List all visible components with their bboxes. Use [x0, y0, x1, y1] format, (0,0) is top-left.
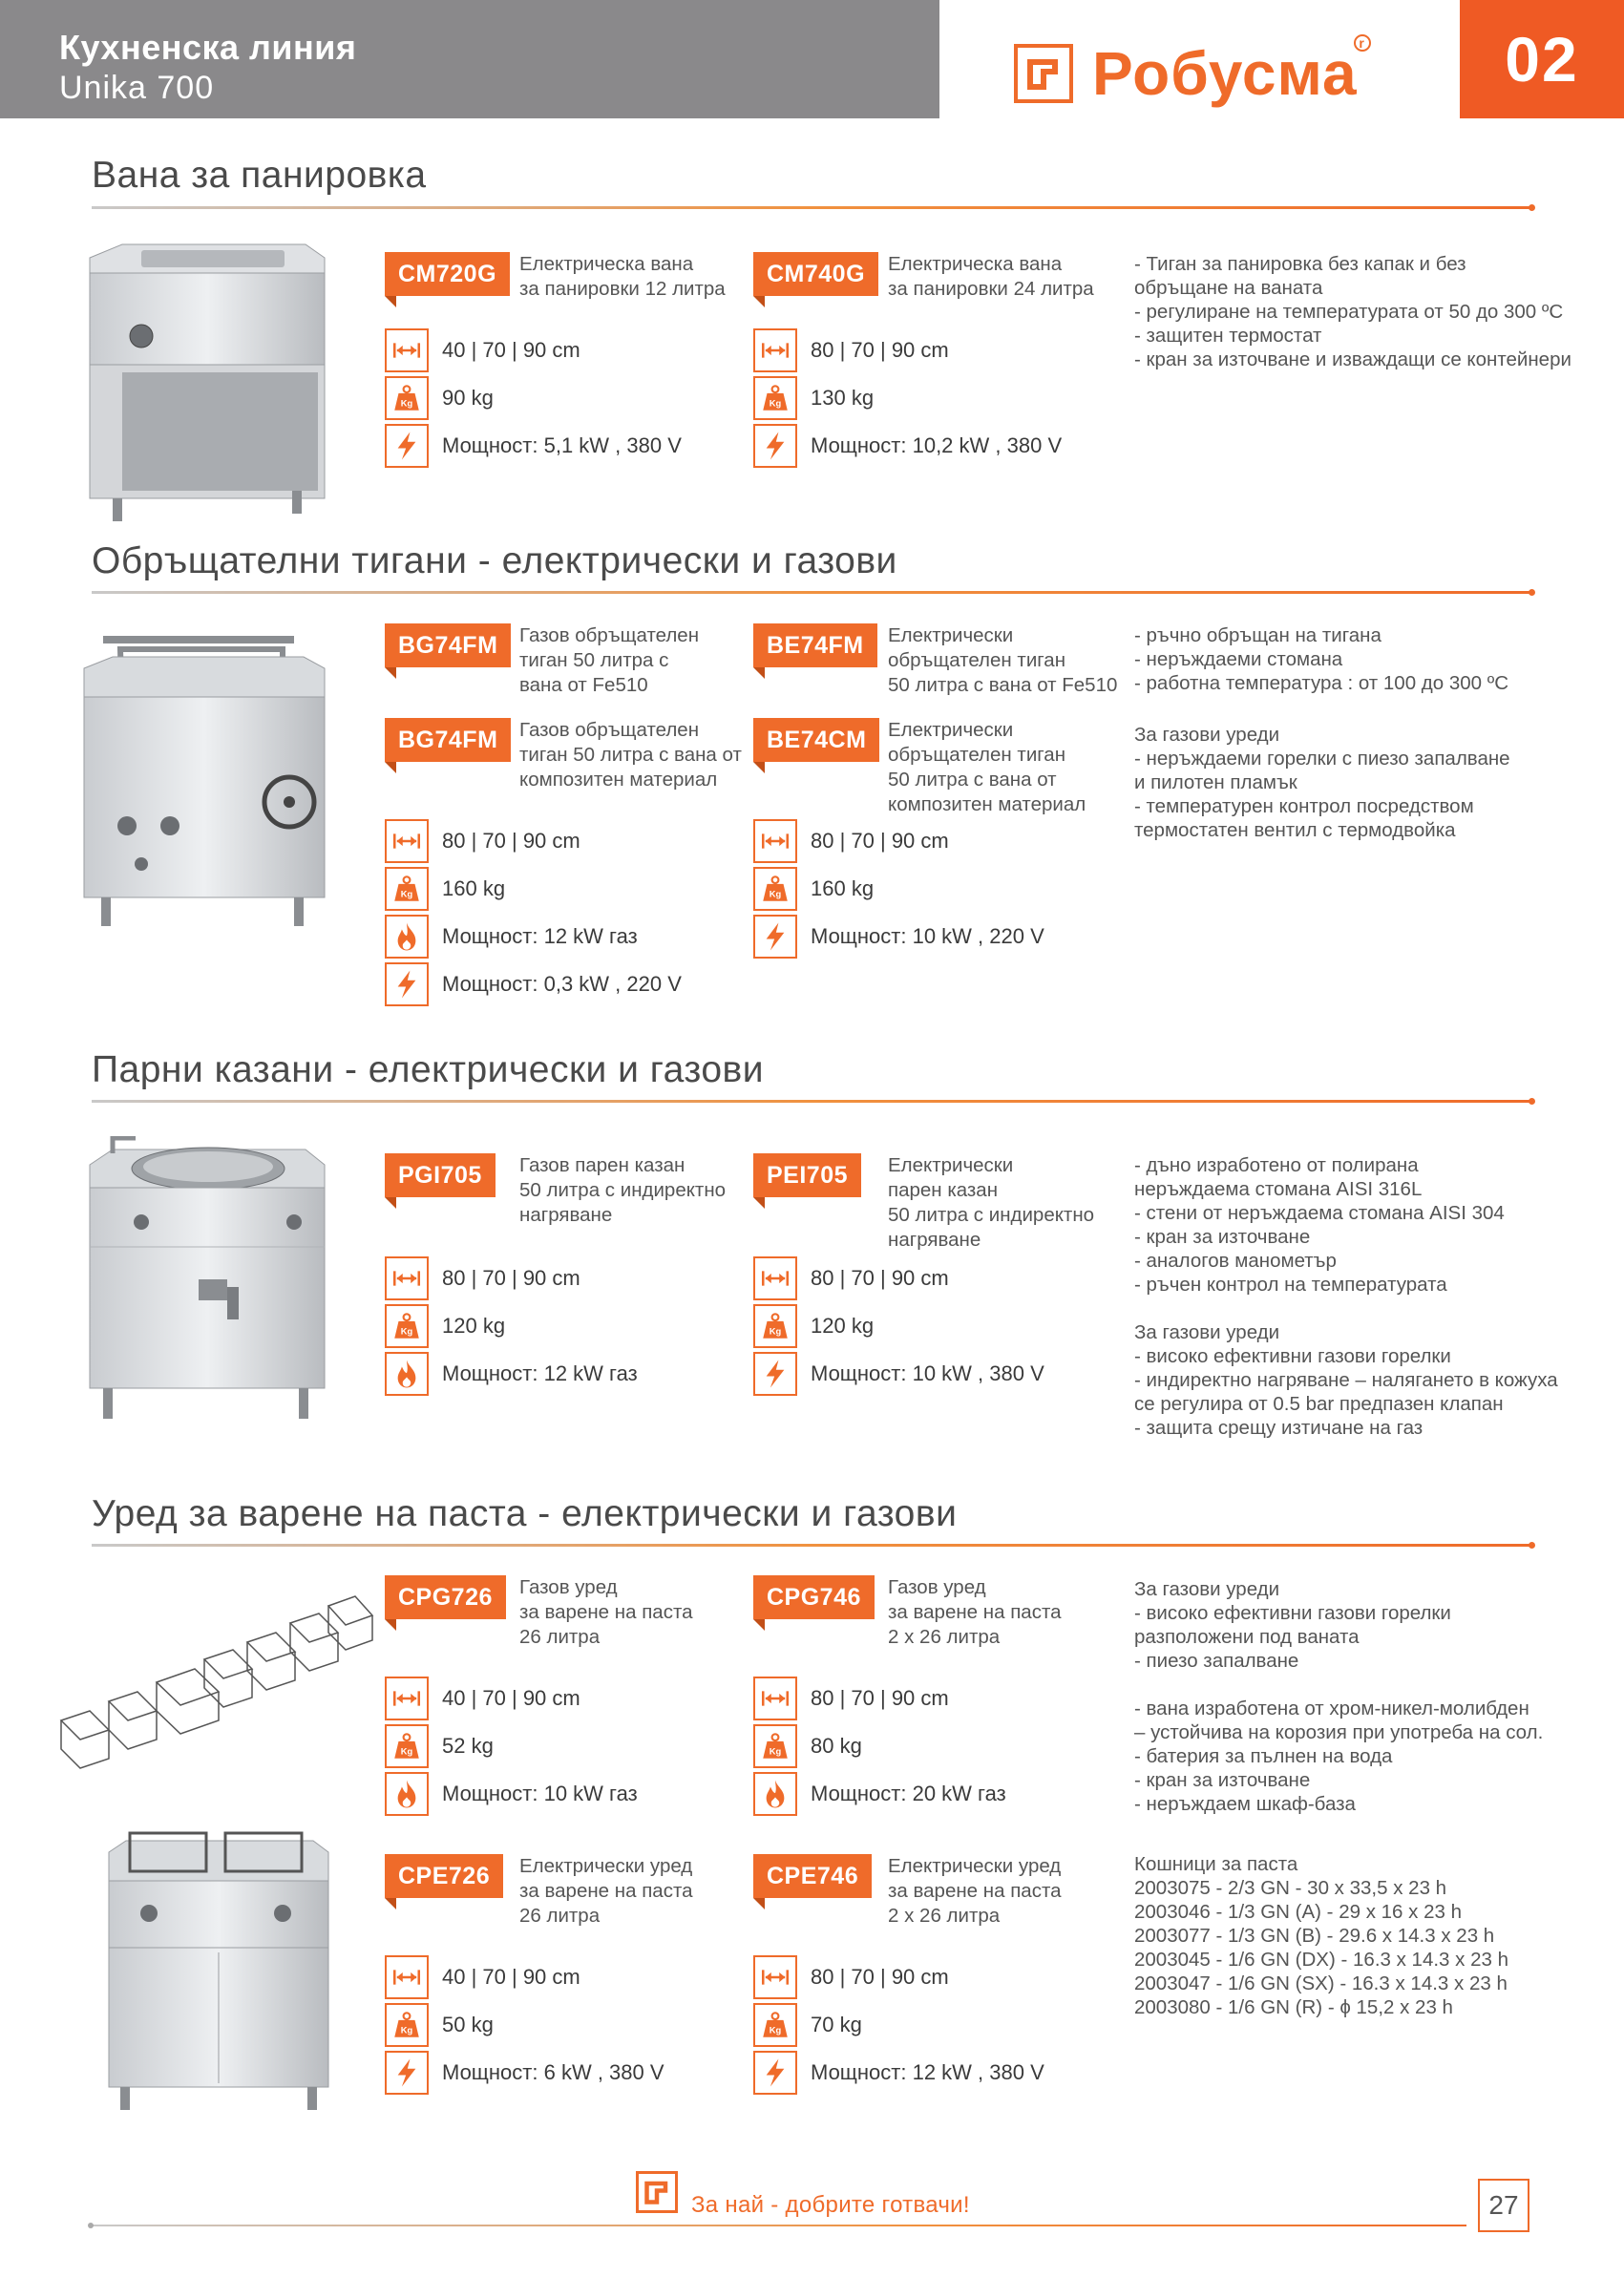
dimensions-icon — [385, 1955, 429, 1999]
product-code-bg74fm: BG74FM — [385, 623, 511, 667]
product-code-bg74fm-composite: BG74FM — [385, 718, 511, 762]
section-title-tilting-pans: Обръщателни тигани - електрически и газови — [92, 540, 897, 581]
spec-weight: 90 kg — [385, 376, 494, 420]
gas-flame-icon — [385, 1772, 429, 1816]
spec-dimensions: 80 | 70 | 90 cm — [753, 819, 949, 863]
product-code-cpe746: CPE746 — [753, 1854, 872, 1898]
section-title-breading-pan: Вана за панировка — [92, 155, 427, 196]
dimensions-icon — [753, 1256, 797, 1300]
product-code-cm740g: CM740G — [753, 252, 878, 296]
spec-gas-power: Мощност: 12 kW газ — [385, 915, 638, 959]
dimensions-icon — [753, 819, 797, 863]
electric-power-icon — [385, 962, 429, 1006]
header-title: Кухненска линия — [59, 28, 357, 67]
weight-icon — [385, 1304, 429, 1348]
spec-dimensions: 40 | 70 | 90 cm — [385, 328, 580, 372]
spec-weight: 52 kg — [385, 1724, 494, 1768]
page-number: 27 — [1478, 2179, 1529, 2232]
section-divider — [92, 1100, 1531, 1103]
spec-dimensions: 80 | 70 | 90 cm — [753, 328, 949, 372]
electric-power-icon — [753, 1352, 797, 1396]
spec-dimensions: 80 | 70 | 90 cm — [753, 1955, 949, 1999]
pasta-cooker-image — [101, 1814, 336, 2112]
feature-notes: За газови уреди - високо ефективни газови горелки разположени под ваната - пиезо запалване - вана изработена от хром-никел-молибден – устойчива на корозия при употреба на сол. - батерия за пълнен на вода - кран за източване - неръждаем шкаф-база — [1134, 1578, 1544, 1815]
product-code-be74cm: BE74CM — [753, 718, 879, 762]
dimensions-icon — [753, 328, 797, 372]
spec-power: Мощност: 0,3 kW , 220 V — [385, 962, 682, 1006]
header-subtitle: Unika 700 — [59, 70, 215, 106]
product-desc: Газов парен казан 50 литра с индиректно нагряване — [519, 1154, 727, 1226]
dimensions-icon — [385, 1256, 429, 1300]
product-code-cm720g: CM720G — [385, 252, 510, 296]
spec-power: Мощност: 10,2 kW , 380 V — [753, 424, 1062, 468]
spec-power: Мощност: 5,1 kW , 380 V — [385, 424, 682, 468]
spec-power: Мощност: 12 kW , 380 V — [753, 2051, 1044, 2095]
product-desc: Електрически обръщателен тиган 50 литра с вана от Fe510 — [888, 624, 1118, 696]
spec-weight: 160 kg — [385, 867, 505, 911]
product-code-cpg746: CPG746 — [753, 1575, 875, 1619]
dimensions-icon — [385, 328, 429, 372]
product-desc: Газов обръщателен тиган 50 литра с вана от композитен материал — [519, 719, 742, 791]
spec-dimensions: 80 | 70 | 90 cm — [385, 1256, 580, 1300]
chapter-badge: 02 — [1460, 0, 1624, 118]
section-divider — [92, 206, 1531, 209]
brand-logo — [1014, 35, 1365, 108]
electric-power-icon — [385, 2051, 429, 2095]
spec-dimensions: 40 | 70 | 90 cm — [385, 1955, 580, 1999]
spec-power: Мощност: 10 kW , 380 V — [753, 1352, 1044, 1396]
product-desc: Електрически уред за варене на паста 26 литра — [519, 1855, 693, 1927]
spec-gas-power: Мощност: 10 kW газ — [385, 1772, 638, 1816]
product-desc: Електрическа вана за панировки 12 литра — [519, 253, 726, 300]
spec-gas-power: Мощност: 12 kW газ — [385, 1352, 638, 1396]
spec-weight: 70 kg — [753, 2003, 862, 2047]
electric-power-icon — [753, 424, 797, 468]
dimensions-icon — [385, 1677, 429, 1720]
spec-dimensions: 80 | 70 | 90 cm — [753, 1677, 949, 1720]
spec-dimensions: 40 | 70 | 90 cm — [385, 1677, 580, 1720]
brand-logo-icon — [1014, 44, 1073, 103]
pasta-baskets-list: Кошници за паста 2003075 - 2/3 GN - 30 x 33,5 x 23 h 2003046 - 1/3 GN (A) - 29 x 16 x 23 h 2003077 - 1/3 GN (B) - 29.6 x 14.3 x 23 h 2003045 - 1/6 GN (DX) - 16.3 x 14.3 x 23 h 2003047 - 1/6 GN (SX) - 16.3 x 14.3 x 23 h 2003080 - 1/6 GN (R) - ϕ 15,2 x 23 h — [1134, 1853, 1508, 2018]
weight-icon — [385, 2003, 429, 2047]
electric-power-icon — [385, 424, 429, 468]
weight-icon — [753, 1304, 797, 1348]
product-code-cpg726: CPG726 — [385, 1575, 506, 1619]
product-desc: Електрически обръщателен тиган 50 литра с вана от композитен материал — [888, 719, 1086, 815]
spec-weight: 80 kg — [753, 1724, 862, 1768]
product-code-be74fm: BE74FM — [753, 623, 877, 667]
tilting-pan-image — [74, 630, 332, 934]
product-code-cpe726: CPE726 — [385, 1854, 503, 1898]
spec-weight: 160 kg — [753, 867, 874, 911]
steam-kettle-image — [84, 1136, 334, 1427]
product-desc: Електрическа вана за панировки 24 литра — [888, 253, 1094, 300]
spec-weight: 50 kg — [385, 2003, 494, 2047]
product-desc: Електрически парен казан 50 литра с индиректно нагряване — [888, 1154, 1095, 1251]
breading-pan-image — [84, 241, 332, 522]
spec-dimensions: 80 | 70 | 90 cm — [385, 819, 580, 863]
dimensions-icon — [753, 1955, 797, 1999]
weight-icon — [753, 2003, 797, 2047]
feature-notes: - дъно изработено от полирана неръждаема стомана AISI 316L - стени от неръждаема стомана AISI 304 - кран за източване - аналогов манометър - ръчен контрол на температурата За газови уреди - високо ефективни газови горелки - индиректно нагряване – налягането в кожуха се регулира от 0.5 bar предпазен клапан - защита срещу изтичане на газ — [1134, 1154, 1558, 1439]
feature-notes: - ръчно обръщан на тигана - неръждаеми стомана - работна температура : от 100 до 300 ºC За газови уреди - неръждаеми горелки с пиезо запалване и пилотен пламък - температурен контрол посредством термостатен вентил с термодвойка — [1134, 624, 1510, 841]
spec-power: Мощност: 10 kW , 220 V — [753, 915, 1044, 959]
product-code-pgi705: PGI705 — [385, 1153, 496, 1197]
footer-logo-icon — [636, 2171, 678, 2213]
weight-icon — [385, 867, 429, 911]
section-title-pasta-cookers: Уред за варене на паста - електрически и газови — [92, 1493, 958, 1534]
gas-flame-icon — [385, 915, 429, 959]
electric-power-icon — [753, 2051, 797, 2095]
dimensions-icon — [753, 1677, 797, 1720]
section-divider — [92, 591, 1531, 594]
product-code-pei705: PEI705 — [753, 1153, 861, 1197]
weight-icon — [753, 867, 797, 911]
product-desc: Електрически уред за варене на паста 2 x 26 литра — [888, 1855, 1062, 1927]
footer-divider — [92, 2225, 1466, 2226]
product-desc: Газов обръщателен тиган 50 литра с вана от Fe510 — [519, 624, 700, 696]
spec-weight: 120 kg — [385, 1304, 505, 1348]
gas-flame-icon — [753, 1772, 797, 1816]
product-desc: Газов уред за варене на паста 2 x 26 литра — [888, 1576, 1062, 1648]
weight-icon — [753, 1724, 797, 1768]
weight-icon — [385, 1724, 429, 1768]
dimensions-icon — [385, 819, 429, 863]
brand-name: Робусма r — [1092, 42, 1358, 105]
section-divider — [92, 1544, 1531, 1547]
spec-gas-power: Мощност: 20 kW газ — [753, 1772, 1006, 1816]
gas-flame-icon — [385, 1352, 429, 1396]
weight-icon — [753, 376, 797, 420]
weight-icon — [385, 376, 429, 420]
spec-dimensions: 80 | 70 | 90 cm — [753, 1256, 949, 1300]
spec-weight: 130 kg — [753, 376, 874, 420]
product-desc: Газов уред за варене на паста 26 литра — [519, 1576, 693, 1648]
feature-notes: - Тиган за панировка без капак и без обръщане на ваната - регулиране на температурата от 50 до 300 ºC - защитен термостат - кран за източване и изваждащи се контейнери — [1134, 253, 1571, 370]
footer-slogan: За най - добрите готвачи! — [691, 2192, 970, 2218]
spec-weight: 120 kg — [753, 1304, 874, 1348]
spec-power: Мощност: 6 kW , 380 V — [385, 2051, 664, 2095]
section-title-steam-kettles: Парни казани - електрически и газови — [92, 1049, 765, 1090]
pasta-baskets-diagram — [52, 1577, 382, 1797]
electric-power-icon — [753, 915, 797, 959]
